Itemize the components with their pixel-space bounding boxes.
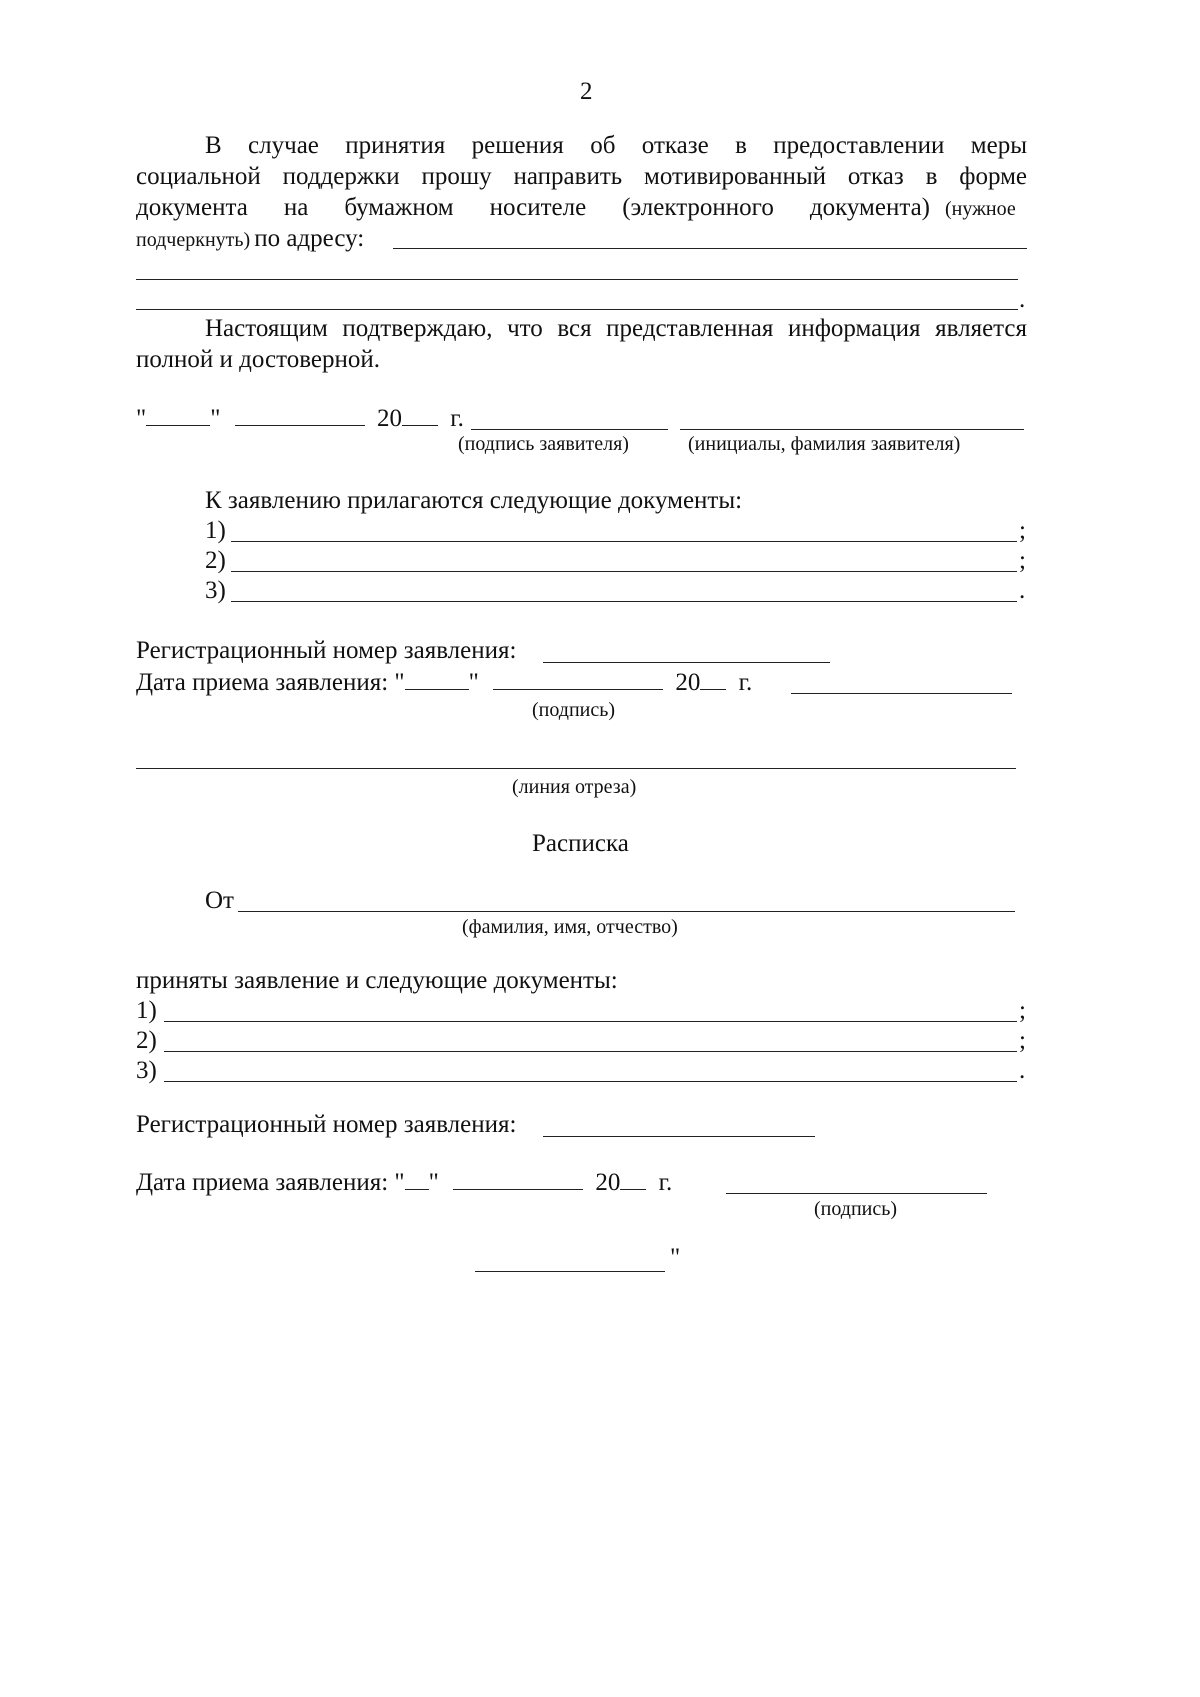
receipt-final-quote: ": [670, 1244, 681, 1271]
address-line-2[interactable]: [136, 279, 1018, 280]
cut-line-caption: (линия отреза): [512, 776, 637, 798]
attached-num-3: 3): [205, 577, 226, 604]
applicant-initials-line[interactable]: [680, 429, 1024, 430]
attached-line-2[interactable]: [231, 571, 1017, 572]
year-field[interactable]: [402, 403, 438, 426]
month-field[interactable]: [235, 403, 365, 426]
receipt-from-caption: (фамилия, имя, отчество): [462, 916, 678, 938]
applicant-signature-line[interactable]: [471, 429, 668, 430]
receipt-title: Расписка: [532, 830, 629, 857]
attached-line-3[interactable]: [231, 601, 1017, 602]
cut-line: [136, 768, 1016, 769]
reg-signature-line[interactable]: [791, 693, 1012, 694]
attached-end-1: ;: [1019, 517, 1026, 544]
receipt-end-3: .: [1019, 1057, 1026, 1084]
refusal-note-open: (нужное: [945, 198, 1016, 220]
refusal-line-1: В случае принятия решения об отказе в предоставлении меры: [205, 132, 1027, 159]
receipt-year-suffix: г.: [658, 1169, 673, 1196]
reg-day-quote-close: ": [468, 669, 479, 696]
attached-line-1[interactable]: [231, 541, 1017, 542]
day-field[interactable]: [146, 403, 210, 426]
reg-year-prefix: 20: [675, 669, 701, 696]
address-line-1[interactable]: [393, 248, 1027, 249]
receipt-num-3: 3): [136, 1057, 157, 1084]
receipt-year-prefix: 20: [595, 1169, 621, 1196]
receipt-day-quote-close: ": [428, 1169, 439, 1196]
attached-end-3: .: [1019, 577, 1026, 604]
applicant-initials-caption: (инициалы, фамилия заявителя): [688, 433, 961, 455]
day-quote-close: ": [210, 405, 221, 432]
year-suffix: г.: [450, 405, 464, 432]
reg-signature-caption: (подпись): [532, 699, 616, 721]
receipt-num-2: 2): [136, 1027, 157, 1054]
refusal-line-3: документа на бумажном носителе (электронного документа): [136, 194, 930, 221]
attached-end-2: ;: [1019, 547, 1026, 574]
refusal-line-2: социальной поддержки прошу направить мотивированный отказ в форме: [136, 163, 1027, 190]
receipt-end-1: ;: [1019, 997, 1026, 1024]
confirm-line-2: полной и достоверной.: [136, 346, 380, 373]
receipt-num-1: 1): [136, 997, 157, 1024]
receipt-date-label: Дата приема заявления: ": [136, 1169, 405, 1196]
receipt-from-line[interactable]: [238, 911, 1015, 912]
attached-num-2: 2): [205, 547, 226, 574]
reg-year-suffix: г.: [738, 669, 753, 696]
receipt-accepted-title: приняты заявление и следующие документы:: [136, 967, 618, 994]
page-number: 2: [580, 78, 593, 105]
receipt-number-line[interactable]: [543, 1136, 815, 1137]
reg-month-field[interactable]: [493, 667, 663, 690]
address-end-period: .: [1019, 286, 1026, 313]
receipt-final-line[interactable]: [475, 1271, 665, 1272]
receipt-from-label: От: [205, 887, 234, 914]
attached-title: К заявлению прилагаются следующие документы:: [205, 487, 743, 514]
receipt-year-field[interactable]: [620, 1167, 646, 1190]
reg-date-label: Дата приема заявления: ": [136, 669, 405, 696]
refusal-note-close: подчеркнуть): [136, 229, 251, 251]
receipt-signature-caption: (подпись): [814, 1198, 898, 1220]
receipt-number-label: Регистрационный номер заявления:: [136, 1111, 517, 1138]
reg-number-label: Регистрационный номер заявления:: [136, 637, 517, 664]
receipt-end-2: ;: [1019, 1027, 1026, 1054]
receipt-month-field[interactable]: [453, 1167, 583, 1190]
confirm-line-1: Настоящим подтверждаю, что вся представленная информация является: [205, 315, 1027, 342]
receipt-line-1[interactable]: [164, 1021, 1017, 1022]
reg-number-line[interactable]: [543, 662, 830, 663]
address-label: по адресу:: [254, 225, 365, 252]
receipt-day-field[interactable]: [405, 1167, 429, 1190]
receipt-signature-line[interactable]: [726, 1193, 987, 1194]
applicant-signature-caption: (подпись заявителя): [458, 433, 629, 455]
year-prefix: 20: [376, 405, 402, 432]
address-line-3[interactable]: [136, 309, 1018, 310]
receipt-line-2[interactable]: [164, 1051, 1017, 1052]
reg-year-field[interactable]: [700, 667, 726, 690]
attached-num-1: 1): [205, 517, 226, 544]
receipt-line-3[interactable]: [164, 1081, 1017, 1082]
reg-day-field[interactable]: [405, 667, 469, 690]
day-quote-open: ": [136, 405, 147, 432]
